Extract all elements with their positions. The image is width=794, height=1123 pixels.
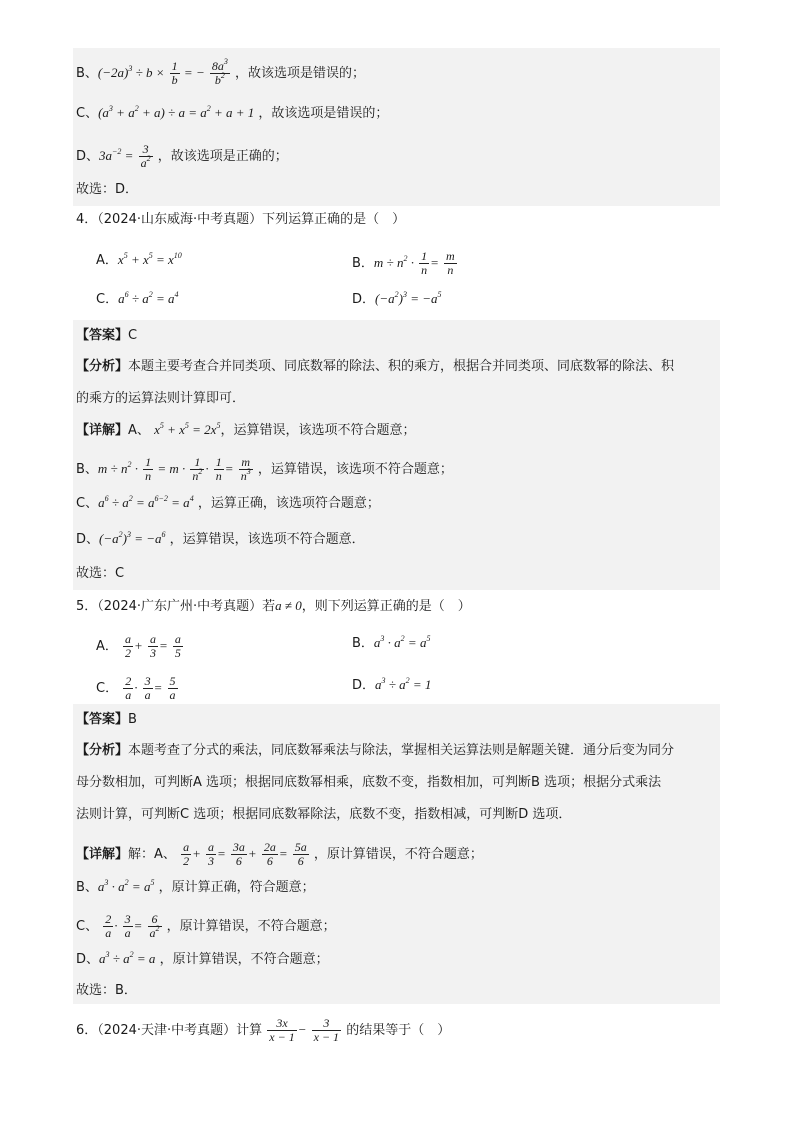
q5-detail-b: B、$a^3 \cdot a^2 = a^5$ ，原计算正确，符合题意； <box>76 878 315 895</box>
q4-final-answer: 故选：C <box>76 566 125 581</box>
q4-option-a: A．$x^5 + x^5 = x^{10}$ <box>96 251 182 268</box>
q4-option-c: C．$a^6 \div a^2 = a^4$ <box>96 290 179 307</box>
q5-stem: 5．（2024·广东广州·中考真题）若a ≠ 0，则下列运算正确的是（ ） <box>76 598 471 614</box>
q4-detail-d: D、$(-a^2)^3 = -a^6$ ，运算错误，该选项不符合题意． <box>76 530 365 547</box>
q5-analysis: 【分析】本题考查了分式的乘法，同底数幂乘法与除法，掌握相关运算法则是解题关键．通分后变为同分 <box>76 743 675 758</box>
q3-option-d-explanation: D、$3a^{-2}$ = $\frac{3}{a^2}$ ，故该选项是正确的； <box>76 142 288 170</box>
q5-detail-c: C、 $\frac{2}{a}$ · $\frac{3}{a}$ = $\frac{6}{a^2}$ ，原计算错误，不符合题意； <box>76 912 336 940</box>
q4-detail-a: 【详解】A、 $x^5 + x^5 = 2x^5$，运算错误，该选项不符合题意； <box>76 421 416 438</box>
q3-final-answer: 故选：D． <box>76 182 139 197</box>
q5-option-b: B．$a^3 \cdot a^2 = a^5$ <box>352 634 431 651</box>
q4-answer: 【答案】C <box>76 328 138 343</box>
q5-final-answer: 故选：B． <box>76 983 137 998</box>
q5-answer: 【答案】B <box>76 712 137 727</box>
q5-detail-a: 【详解】解：A、 $\frac{a}{2}$ + $\frac{a}{3}$ = $\frac{3a}{6}$ + $\frac{2a}{6}$ = $\frac{5a}{6}$ ，原计算错误，不符合题意； <box>76 840 483 868</box>
q5-option-d: D．$a^3 \div a^2 = 1$ <box>352 676 432 693</box>
q4-analysis: 【分析】本题主要考查合并同类项、同底数幂的除法、积的乘方，根据合并同类项、同底数幂的除法、积 <box>76 359 675 374</box>
q4-stem: 4．（2024·山东威海·中考真题）下列运算正确的是（ ） <box>76 212 406 227</box>
q6-stem: 6．（2024·天津·中考真题）计算 $\frac{3x}{x - 1}$ − $\frac{3}{x - 1}$ 的结果等于（ ） <box>76 1016 451 1044</box>
q5-analysis-cont-1: 母分数相加，可判断A 选项；根据同底数幂相乘，底数不变，指数相加，可判断B 选项；根据分式乘法 <box>76 775 662 790</box>
q4-option-d: D．$(-a^2)^3 = -a^5$ <box>352 290 442 307</box>
q5-analysis-cont-2: 法则计算，可判断C 选项；根据同底数幂除法，底数不变，指数相减，可判断D 选项． <box>76 807 572 822</box>
q4-detail-c: C、$a^6 \div a^2 = a^{6-2} = a^4$ ，运算正确，该选项符合题意； <box>76 494 380 511</box>
q3-option-b-explanation: B、$(-2a)^3 \div b$ × $\frac{1}{b}$ = − $\frac{8a^3}{b^2}$ ，故该选项是错误的； <box>76 57 366 87</box>
q5-detail-d: D、$a^3 \div a^2 = a$ ，原计算错误，不符合题意； <box>76 950 329 967</box>
q4-analysis-cont: 的乘方的运算法则计算即可． <box>76 391 246 406</box>
q4-option-b: B．$m \div n^2$ · $\frac{1}{n}$ = $\frac{m}{n}$ <box>352 249 455 277</box>
q3-option-c-explanation: C、$(a^3 + a^2 + a) \div a = a^2 + a + 1$ ，故该选项是错误的； <box>76 104 389 121</box>
q5-option-c: C． $\frac{2}{a}$ · $\frac{3}{a}$ = $\frac{5}{a}$ <box>96 674 176 702</box>
q4-detail-b: B、$m \div n^2$ · $\frac{1}{n}$ = m · $\frac{1}{n^2}$ · $\frac{1}{n}$ = $\frac{m}{n^3}$ ，运算错误，该选项不符合题意； <box>76 455 453 483</box>
q5-option-a: A． $\frac{a}{2}$ + $\frac{a}{3}$ = $\frac{a}{5}$ <box>96 632 181 660</box>
